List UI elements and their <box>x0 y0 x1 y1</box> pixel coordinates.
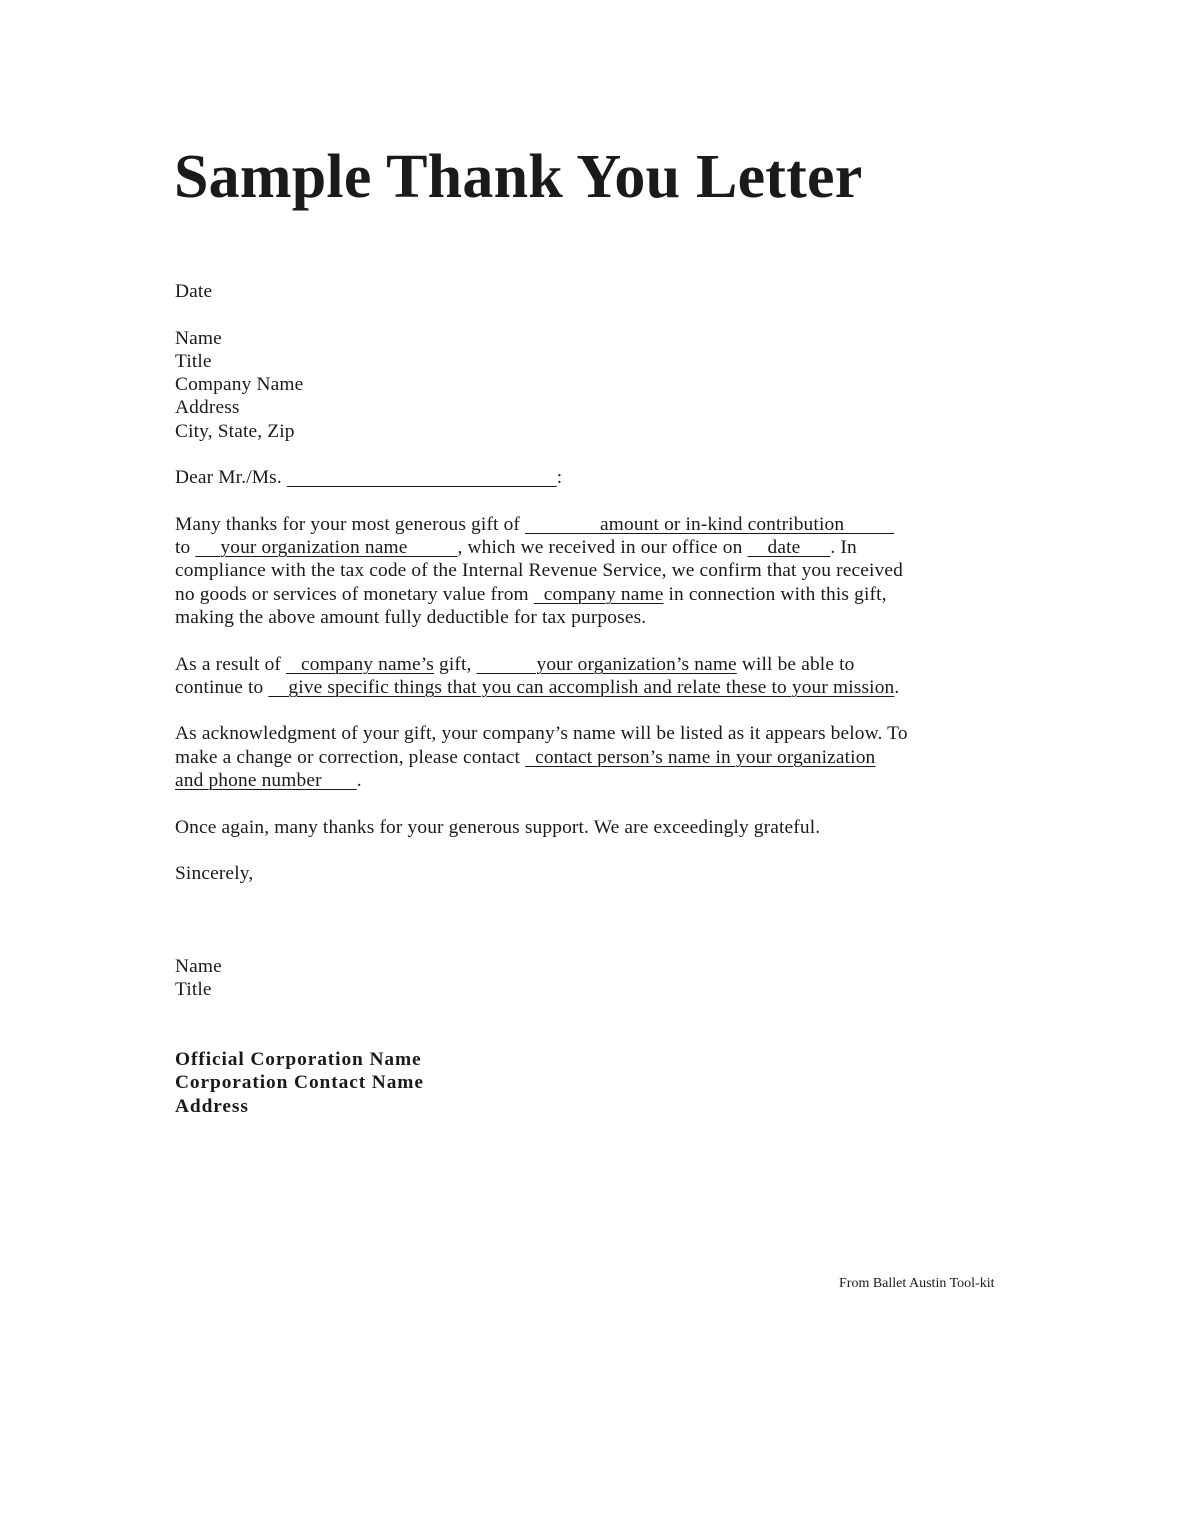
amount-blank: amount or in-kind contribution <box>525 514 895 535</box>
closing: Sincerely, <box>175 863 254 884</box>
recipient-name: Name <box>175 328 222 349</box>
recipient-company: Company Name <box>175 374 304 395</box>
text: no goods or services of monetary value from <box>175 584 534 605</box>
text: to <box>175 537 196 558</box>
recipient-address: Address <box>175 397 240 418</box>
paragraph1-line4 <box>175 584 887 606</box>
corporation-address: Address <box>175 1096 249 1117</box>
company-blank: company name <box>533 584 664 605</box>
date-line: Date <box>175 281 213 302</box>
recipient-title: Title <box>175 351 212 372</box>
company-blank: company name’s <box>286 654 434 675</box>
text: . <box>894 677 900 698</box>
text: make a change or correction, please contact <box>175 747 526 768</box>
organization-blank: your organization name <box>195 537 458 558</box>
paragraph1-line5: making the above amount fully deductible for tax purposes. <box>175 607 647 628</box>
document-title: Sample Thank You Letter <box>174 143 863 211</box>
text: gift, <box>433 654 477 675</box>
signature-name: Name <box>175 956 222 977</box>
text: . <box>356 770 362 791</box>
salutation-blank <box>287 467 557 488</box>
text: continue to <box>175 677 269 698</box>
salutation-prefix: Dear Mr./Ms. <box>175 467 287 488</box>
corporation-name: Official Corporation Name <box>175 1049 422 1070</box>
text: in connection with this gift, <box>663 584 887 605</box>
organization-blank: your organization’s name <box>476 654 737 675</box>
paragraph1-line1 <box>175 514 894 536</box>
paragraph2-line1 <box>175 654 854 676</box>
date-blank: date <box>747 537 831 558</box>
paragraph3-line3 <box>175 770 362 792</box>
salutation <box>175 467 562 489</box>
text: . In <box>830 537 857 558</box>
paragraph3-line2 <box>175 747 875 769</box>
mission-blank: give specific things that you can accomplish and relate these to your mission <box>268 677 895 698</box>
text: As a result of <box>175 654 287 675</box>
paragraph1-line3: compliance with the tax code of the Internal Revenue Service, we confirm that you received <box>175 560 903 581</box>
recipient-city-state-zip: City, State, Zip <box>175 421 295 442</box>
footer-source: From Ballet Austin Tool-kit <box>839 1276 995 1291</box>
phone-blank: and phone number <box>175 770 357 791</box>
text: will be able to <box>736 654 855 675</box>
signature-title: Title <box>175 979 212 1000</box>
corporation-contact: Corporation Contact Name <box>175 1072 424 1093</box>
paragraph2-line2 <box>175 677 899 699</box>
paragraph4: Once again, many thanks for your generous support. We are exceedingly grateful. <box>175 817 821 838</box>
text: Many thanks for your most generous gift of <box>175 514 526 535</box>
contact-blank: contact person’s name in your organization <box>525 747 876 768</box>
text: , which we received in our office on <box>457 537 748 558</box>
salutation-suffix: : <box>556 467 563 488</box>
paragraph3-line1: As acknowledgment of your gift, your company’s name will be listed as it appears below. To <box>175 723 908 744</box>
paragraph1-line2 <box>175 537 857 559</box>
